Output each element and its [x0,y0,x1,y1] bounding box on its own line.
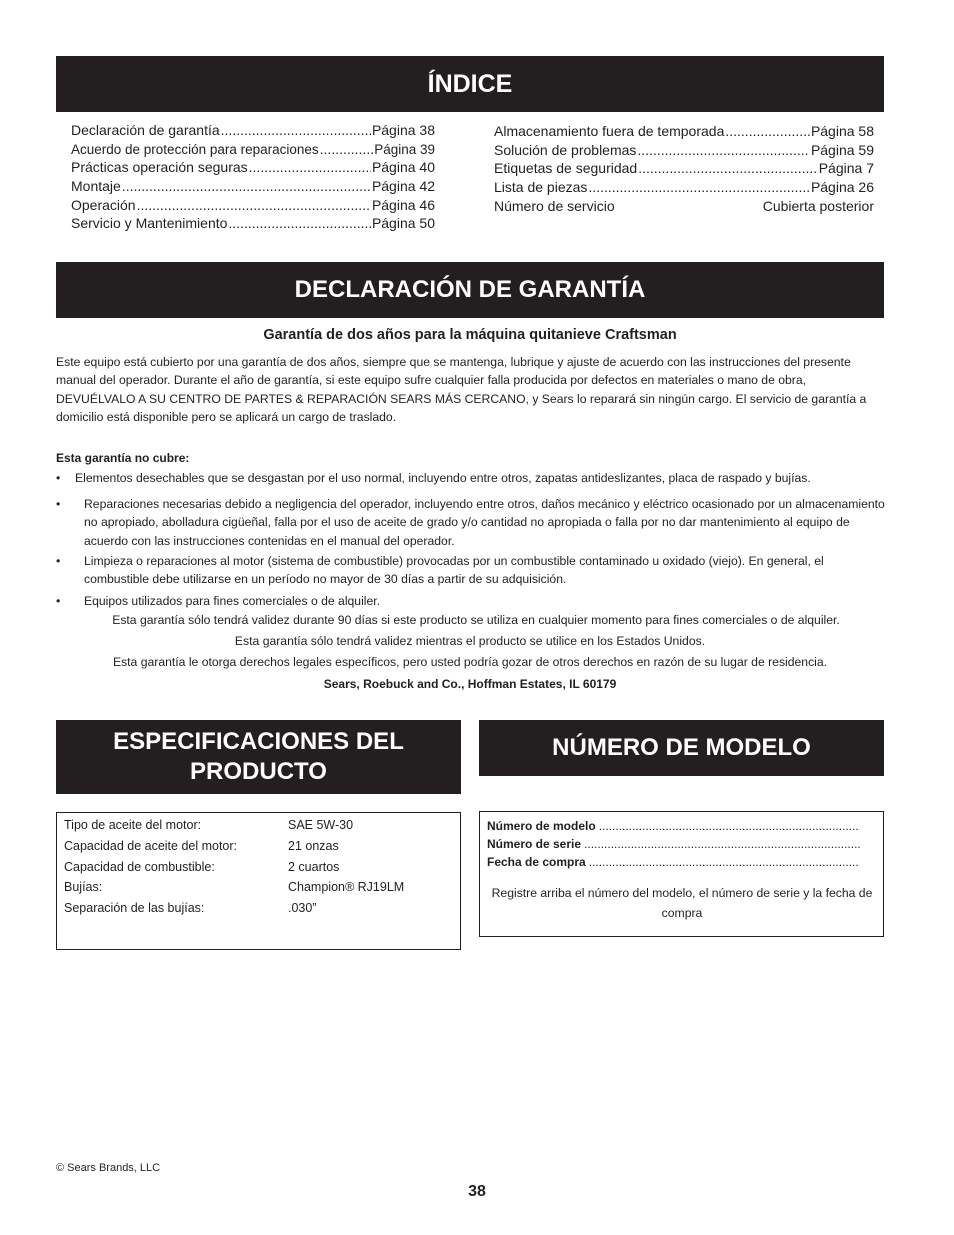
spec-row: Capacidad de aceite del motor: 21 onzas [64,839,339,853]
toc-entry: Servicio y Mantenimiento ..... Página 50 [71,215,435,234]
model-number-field: Número de modelo ..... [487,819,860,833]
toc-entry: Número de servicio Cubierta posterior [494,197,874,214]
toc-entry: Declaración de garantía ..... Página 38 [71,122,435,141]
toc-entry: Lista de piezas ..... Página 26 [494,179,874,198]
page-number: 38 [468,1183,486,1200]
garantia-intro: Este equipo está cubierto por una garantía de dos años, siempre que se mantenga, lubrique y ajuste de acuerdo con las instrucciones del presente manual del operador. Durante el año de garantía, si este equipo sufre cualquier falla producida por defectos en materiales o mano de obra, DEVUÉLVALO A SU CENTRO DE PARTES & REPARACIÓN SEARS MÁS CERCANO, y Sears lo reparará sin ningún cargo. El servicio de garantía a domicilio está disponible pero se aplicará un cargo de traslado. [56,355,867,424]
toc-entry: Almacenamiento fuera de temporada ..... Página 58 [494,123,874,142]
model-info-box [479,811,884,937]
numero-modelo-heading: NÚMERO DE MODELO [479,720,884,776]
note-legal-rights: Esta garantía le otorga derechos legales específicos, pero usted podría gozar de otros derechos en razón de su lugar de residencia. [112,655,828,669]
especificaciones-heading: ESPECIFICACIONES DEL PRODUCTO [56,720,461,794]
note-90-days: Esta garantía sólo tendrá validez durante 90 días si este producto se utiliza en cualquier momento para fines comerciales o de alquiler. [112,613,840,627]
bullet-icon: • [56,554,61,568]
model-note: Registre arriba el número del modelo, el número de serie y la fecha de compra [491,886,873,920]
toc-right-column [494,123,874,216]
toc-entry: Etiquetas de seguridad ..... Página 7 [494,160,874,179]
garantia-heading: DECLARACIÓN DE GARANTÍA [56,262,884,318]
list-item: • Equipos utilizados para fines comerciales o de alquiler. [56,592,886,610]
list-item: • Elementos desechables que se desgastan por el uso normal, incluyendo entre otros, zapatas antideslizantes, placa de raspado y bujías. [56,469,886,487]
spec-row: Tipo de aceite del motor: SAE 5W-30 [64,818,354,832]
toc-left-column [71,122,435,234]
toc-entry: Montaje ..... Página 42 [71,178,435,197]
toc-entry: Prácticas operación seguras ..... Página 40 [71,159,435,178]
spec-row: Separación de las bujías: .030” [64,901,317,915]
note-us-only: Esta garantía sólo tendrá validez mientras el producto se utilice en los Estados Unidos. [234,634,706,648]
copyright: © Sears Brands, LLC [56,1162,161,1174]
company-address: Sears, Roebuck and Co., Hoffman Estates, IL 60179 [323,677,617,691]
list-item: • Limpieza o reparaciones al motor (sistema de combustible) provocadas por un combustible contaminado u oxidado (viejo). En general, el combustible debe utilizarse en un período no mayor de 30 días a partir de su adquisición. [56,554,824,587]
serial-number-field: Número de serie ..... [487,837,860,851]
no-cubre-heading: Esta garantía no cubre: [56,451,190,465]
bullet-icon: • [56,497,61,511]
indice-heading: ÍNDICE [56,56,884,112]
bullet-icon: • [56,594,61,608]
spec-row: Bujías: Champion® RJ19LM [64,880,405,894]
purchase-date-field: Fecha de compra ..... [487,855,860,869]
bullet-icon: • [56,471,61,485]
garantia-subtitle: Garantía de dos años para la máquina quitanieve Craftsman [263,327,677,343]
spec-row: Capacidad de combustible: 2 cuartos [64,860,340,874]
toc-entry: Solución de problemas ..... Página 59 [494,142,874,161]
specs-box [56,812,461,950]
toc-entry: Acuerdo de protección para reparaciones ..... Página 39 [71,141,435,160]
toc-entry: Operación ..... Página 46 [71,197,435,216]
list-item: • Reparaciones necesarias debido a negligencia del operador, incluyendo entre otros, daños mecánico y eléctrico ocasionado por un almacenamiento no apropiado, abolladura cigüeñal, falla por el uso de aceite de grado y/o cantidad no apropiada o falla por no dar mantenimiento al equipo de acuerdo con las instrucciones contenidas en el manual del operador. [56,497,885,548]
